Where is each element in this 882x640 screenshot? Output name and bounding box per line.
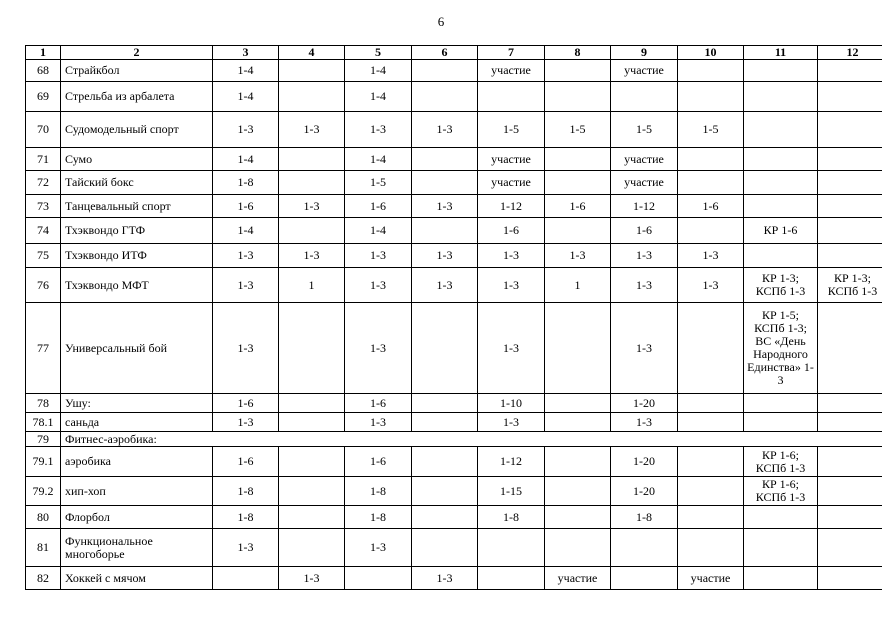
row-number: 73	[26, 195, 61, 218]
table-cell	[744, 60, 818, 82]
table-row	[26, 447, 882, 477]
table-cell: 1-3	[279, 567, 345, 590]
table-row	[26, 82, 882, 112]
row-number: 72	[26, 171, 61, 195]
table-cell: 1-8	[345, 477, 412, 506]
table-row	[26, 148, 882, 171]
table-cell	[279, 447, 345, 477]
table-cell	[744, 195, 818, 218]
table-cell	[818, 506, 882, 529]
table-row	[26, 394, 882, 413]
table-cell	[279, 477, 345, 506]
table-cell	[545, 148, 611, 171]
table-cell	[279, 394, 345, 413]
table-cell	[412, 82, 478, 112]
table-cell: 1-3	[412, 112, 478, 148]
table-cell: 1-6	[345, 394, 412, 413]
table-cell	[545, 218, 611, 244]
sport-name: Стрельба из арбалета	[61, 82, 213, 112]
table-cell	[545, 394, 611, 413]
sport-name: аэробика	[61, 447, 213, 477]
row-number: 81	[26, 529, 61, 567]
table-cell: 1-3	[412, 244, 478, 268]
column-header: 4	[279, 46, 345, 60]
table-cell	[412, 477, 478, 506]
table-cell	[818, 218, 882, 244]
table-cell: 1-3	[213, 268, 279, 303]
table-cell	[279, 60, 345, 82]
table-cell: КР 1-3; КСПб 1-3	[818, 268, 882, 303]
row-number: 80	[26, 506, 61, 529]
table-cell	[678, 413, 744, 432]
table-cell	[545, 447, 611, 477]
table-cell: 1-3	[611, 244, 678, 268]
table-cell: 1-4	[213, 148, 279, 171]
table-cell: 1-3	[279, 195, 345, 218]
table-cell	[818, 171, 882, 195]
column-header: 11	[744, 46, 818, 60]
page-number: 6	[437, 14, 445, 29]
sport-name: Тхэквондо ИТФ	[61, 244, 213, 268]
table-row	[26, 413, 882, 432]
table-cell: 1-3	[611, 268, 678, 303]
table-cell: 1-3	[213, 112, 279, 148]
table-cell	[818, 447, 882, 477]
table-cell	[744, 244, 818, 268]
table-cell	[412, 529, 478, 567]
table-cell	[818, 529, 882, 567]
table-cell: 1-3	[213, 303, 279, 394]
table-row	[26, 60, 882, 82]
table-cell	[818, 413, 882, 432]
column-header: 5	[345, 46, 412, 60]
table-cell: 1-6	[213, 394, 279, 413]
row-number: 69	[26, 82, 61, 112]
table-cell	[678, 82, 744, 112]
table-cell: 1-3	[611, 413, 678, 432]
sport-name: Функциональное многоборье	[61, 529, 213, 567]
table-cell	[478, 567, 545, 590]
table-cell: 1-3	[279, 244, 345, 268]
sport-name: Тхэквондо ГТФ	[61, 218, 213, 244]
table-cell	[744, 413, 818, 432]
column-header: 6	[412, 46, 478, 60]
table-row	[26, 171, 882, 195]
table-cell: участие	[478, 148, 545, 171]
table-cell	[412, 218, 478, 244]
table-cell	[678, 447, 744, 477]
table-cell: 1-12	[478, 195, 545, 218]
table-cell	[678, 60, 744, 82]
table-cell: 1-20	[611, 447, 678, 477]
table-cell: участие	[611, 171, 678, 195]
table-row	[26, 195, 882, 218]
table-row	[26, 477, 882, 506]
table-cell: 1	[279, 268, 345, 303]
table-cell: 1-6	[213, 447, 279, 477]
table-cell	[818, 112, 882, 148]
row-number: 79.1	[26, 447, 61, 477]
table-cell	[545, 303, 611, 394]
sport-name: Сумо	[61, 148, 213, 171]
row-number: 71	[26, 148, 61, 171]
column-header: 12	[818, 46, 882, 60]
table-cell: 1-5	[678, 112, 744, 148]
table-row	[26, 432, 882, 447]
table-cell: 1-12	[478, 447, 545, 477]
table-cell	[213, 567, 279, 590]
table-cell	[412, 413, 478, 432]
sport-name: хип-хоп	[61, 477, 213, 506]
table-cell	[744, 394, 818, 413]
table-cell: 1-3	[345, 413, 412, 432]
table-cell	[818, 477, 882, 506]
table-cell: 1-6	[611, 218, 678, 244]
row-number: 77	[26, 303, 61, 394]
table-cell: 1-5	[545, 112, 611, 148]
column-header: 10	[678, 46, 744, 60]
sport-name: Хоккей с мячом	[61, 567, 213, 590]
table-cell	[744, 529, 818, 567]
table-row	[26, 244, 882, 268]
table-cell: участие	[478, 60, 545, 82]
table-cell	[478, 82, 545, 112]
table-cell	[545, 506, 611, 529]
row-number: 75	[26, 244, 61, 268]
table-cell	[818, 244, 882, 268]
table-cell: 1-8	[213, 477, 279, 506]
table-cell	[412, 506, 478, 529]
table-cell	[279, 506, 345, 529]
table-cell	[279, 148, 345, 171]
table-cell	[818, 195, 882, 218]
table-cell	[678, 148, 744, 171]
table-cell	[744, 112, 818, 148]
table-cell: 1-3	[611, 303, 678, 394]
table-cell	[678, 477, 744, 506]
table-cell: КР 1-6; КСПб 1-3	[744, 477, 818, 506]
sport-name: Универсальный бой	[61, 303, 213, 394]
table-cell	[678, 506, 744, 529]
table-cell: 1-4	[213, 82, 279, 112]
table-cell: участие	[611, 148, 678, 171]
table-cell: 1-4	[213, 60, 279, 82]
table-cell	[818, 148, 882, 171]
sport-name: Флорбол	[61, 506, 213, 529]
table-cell: 1-3	[678, 244, 744, 268]
table-cell: 1-3	[213, 244, 279, 268]
sport-name: Судомодельный спорт	[61, 112, 213, 148]
table-cell: КР 1-5; КСПб 1-3; ВС «День Народного Единства» 1-3	[744, 303, 818, 394]
sport-name: Танцевальный спорт	[61, 195, 213, 218]
table-cell: 1-3	[412, 268, 478, 303]
table-cell: 1-12	[611, 195, 678, 218]
table-cell: 1-6	[545, 195, 611, 218]
table-cell	[678, 171, 744, 195]
table-cell: 1-3	[478, 303, 545, 394]
table-cell	[412, 303, 478, 394]
table-row	[26, 303, 882, 394]
table-cell	[818, 303, 882, 394]
table-cell: 1-6	[345, 195, 412, 218]
table-cell	[611, 567, 678, 590]
table-cell: 1-5	[345, 171, 412, 195]
column-header: 1	[26, 46, 61, 60]
sport-name: Тайский бокс	[61, 171, 213, 195]
table-cell	[279, 413, 345, 432]
table-cell	[545, 477, 611, 506]
header-row	[26, 46, 882, 60]
table-cell: 1-4	[345, 60, 412, 82]
table-row	[26, 218, 882, 244]
table-cell	[545, 60, 611, 82]
table-cell	[412, 171, 478, 195]
table-cell	[279, 218, 345, 244]
table-cell	[611, 82, 678, 112]
table-cell: 1-3	[213, 413, 279, 432]
table-cell	[545, 171, 611, 195]
row-number: 79.2	[26, 477, 61, 506]
table-cell: 1-3	[412, 567, 478, 590]
table-cell: 1-4	[345, 82, 412, 112]
table-cell: участие	[545, 567, 611, 590]
table-cell: 1-3	[213, 529, 279, 567]
table-cell	[818, 567, 882, 590]
row-number: 76	[26, 268, 61, 303]
table-cell: 1-10	[478, 394, 545, 413]
table-cell: 1	[545, 268, 611, 303]
row-number: 82	[26, 567, 61, 590]
row-number: 78	[26, 394, 61, 413]
table-cell	[545, 413, 611, 432]
table-cell: 1-6	[678, 195, 744, 218]
table-cell: 1-3	[345, 112, 412, 148]
table-cell: КР 1-6	[744, 218, 818, 244]
table-cell: КР 1-6; КСПб 1-3	[744, 447, 818, 477]
table-cell: 1-6	[345, 447, 412, 477]
row-number: 74	[26, 218, 61, 244]
table-cell	[744, 567, 818, 590]
column-header: 3	[213, 46, 279, 60]
column-header: 7	[478, 46, 545, 60]
column-header: 2	[61, 46, 213, 60]
table-cell: участие	[478, 171, 545, 195]
table-row	[26, 112, 882, 148]
table-cell	[412, 394, 478, 413]
table-cell	[412, 60, 478, 82]
table-cell: 1-8	[213, 506, 279, 529]
table-cell	[678, 394, 744, 413]
table-cell: 1-8	[478, 506, 545, 529]
table-cell	[279, 171, 345, 195]
table-cell: 1-20	[611, 477, 678, 506]
table-cell: 1-3	[478, 244, 545, 268]
table-cell	[678, 303, 744, 394]
table-cell: участие	[678, 567, 744, 590]
table-cell	[545, 82, 611, 112]
table-cell: 1-15	[478, 477, 545, 506]
table-cell: 1-20	[611, 394, 678, 413]
table-cell	[744, 148, 818, 171]
column-header: 8	[545, 46, 611, 60]
row-number: 68	[26, 60, 61, 82]
column-header: 9	[611, 46, 678, 60]
table-cell: 1-3	[412, 195, 478, 218]
table-row	[26, 529, 882, 567]
row-number: 79	[26, 432, 61, 447]
table-cell	[412, 447, 478, 477]
table-cell: 1-8	[345, 506, 412, 529]
table-cell: 1-8	[611, 506, 678, 529]
table-cell: 1-3	[279, 112, 345, 148]
table-cell	[744, 82, 818, 112]
table-cell	[818, 394, 882, 413]
table-cell	[412, 148, 478, 171]
table-cell	[279, 529, 345, 567]
sport-name: Ушу:	[61, 394, 213, 413]
table-cell: участие	[611, 60, 678, 82]
table-cell: 1-8	[213, 171, 279, 195]
sport-name: Страйкбол	[61, 60, 213, 82]
table-cell	[678, 218, 744, 244]
table-cell: 1-6	[213, 195, 279, 218]
table-cell	[611, 529, 678, 567]
table-cell	[545, 529, 611, 567]
table-cell: 1-5	[478, 112, 545, 148]
table-cell: 1-3	[345, 529, 412, 567]
table-cell: 1-4	[345, 218, 412, 244]
table-cell: 1-3	[478, 413, 545, 432]
table-cell: 1-4	[345, 148, 412, 171]
table-cell	[279, 303, 345, 394]
table-cell: 1-3	[345, 268, 412, 303]
table-cell	[744, 171, 818, 195]
table-cell: 1-3	[345, 303, 412, 394]
table-row	[26, 268, 882, 303]
table-row	[26, 567, 882, 590]
table-cell: 1-6	[478, 218, 545, 244]
table-cell	[478, 529, 545, 567]
table-cell	[279, 82, 345, 112]
table-cell: 1-4	[213, 218, 279, 244]
table-cell	[744, 506, 818, 529]
table-row	[26, 506, 882, 529]
table-cell: 1-3	[545, 244, 611, 268]
sports-table	[25, 45, 882, 590]
table-cell: 1-3	[478, 268, 545, 303]
table-cell: КР 1-3; КСПб 1-3	[744, 268, 818, 303]
row-number: 78.1	[26, 413, 61, 432]
table-cell	[678, 529, 744, 567]
table-cell: 1-3	[345, 244, 412, 268]
section-title: Фитнес-аэробика:	[61, 432, 882, 447]
sport-name: Тхэквондо МФТ	[61, 268, 213, 303]
table-cell: 1-3	[678, 268, 744, 303]
table-cell	[818, 60, 882, 82]
row-number: 70	[26, 112, 61, 148]
table-body	[26, 60, 882, 590]
table-cell	[818, 82, 882, 112]
sport-name: саньда	[61, 413, 213, 432]
table-cell: 1-5	[611, 112, 678, 148]
table-cell	[345, 567, 412, 590]
